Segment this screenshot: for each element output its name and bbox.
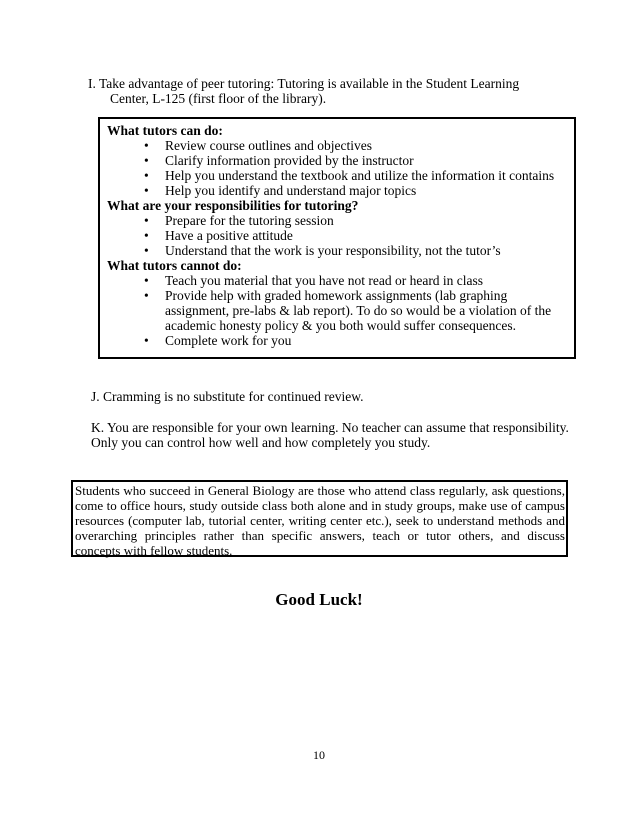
list-item — [107, 273, 568, 288]
list-item — [107, 168, 568, 183]
list-item-text: Teach you material that you have not read or heard in class — [165, 273, 484, 288]
list-item-text: Review course outlines and objectives — [165, 138, 372, 153]
list-item — [107, 213, 568, 228]
tutors-can-list — [107, 138, 568, 198]
list-item-text: Help you identify and understand major topics — [165, 183, 417, 198]
tutors-cannot-list — [107, 273, 568, 348]
list-item-text: Have a positive attitude — [165, 228, 293, 243]
bullet-icon: • — [144, 243, 149, 258]
good-luck-heading: Good Luck! — [275, 590, 363, 609]
bullet-icon: • — [144, 273, 149, 288]
list-item-text: Prepare for the tutoring session — [165, 213, 334, 228]
page-number: 10 — [313, 748, 325, 762]
bullet-icon: • — [144, 228, 149, 243]
list-item — [107, 153, 568, 168]
list-item — [107, 288, 568, 333]
bullet-icon: • — [144, 333, 149, 348]
list-item-text: Provide help with graded homework assignments (lab graphing assignment, pre-labs & lab report). To do so would be a violation of the academic honesty policy & you both would suffer consequences. — [165, 288, 552, 333]
tutors-cannot-heading: What tutors cannot do: — [107, 258, 242, 273]
list-item — [107, 228, 568, 243]
bullet-icon: • — [144, 138, 149, 153]
item-k-responsibility: K. You are responsible for your own learning. No teacher can assume that responsibility. Only you can control how well and how completely you study. — [91, 420, 569, 450]
bullet-icon: • — [144, 288, 149, 303]
item-i-line-1: I. Take advantage of peer tutoring: Tutoring is available in the Student Learning — [88, 76, 520, 91]
tutor-info-box — [98, 117, 576, 359]
list-item-text: Help you understand the textbook and utilize the information it contains — [165, 168, 555, 183]
item-i-line-2: Center, L-125 (first floor of the library). — [110, 91, 327, 106]
list-item — [107, 333, 568, 348]
bullet-icon: • — [144, 168, 149, 183]
list-item-text: Complete work for you — [165, 333, 292, 348]
list-item — [107, 138, 568, 153]
success-text: Students who succeed in General Biology are those who attend class regularly, ask questions, come to office hours, study outside class both alone and in study groups, make use of campus resources (computer lab, tutorial center, writing center etc.), seek to understand methods and overarching principles rather than specific answers, teach or tutor others, and discuss concepts with fellow students. — [75, 483, 565, 558]
responsibilities-list — [107, 213, 568, 258]
success-callout-box — [71, 480, 568, 557]
list-item-text: Clarify information provided by the instructor — [165, 153, 414, 168]
list-item — [107, 183, 568, 198]
list-item-text: Understand that the work is your responsibility, not the tutor’s — [165, 243, 501, 258]
list-item — [107, 243, 568, 258]
tutors-can-heading: What tutors can do: — [107, 123, 223, 138]
item-i-peer-tutoring — [88, 76, 568, 106]
bullet-icon: • — [144, 213, 149, 228]
responsibilities-heading: What are your responsibilities for tutoring? — [107, 198, 359, 213]
bullet-icon: • — [144, 183, 149, 198]
item-j-cramming: J. Cramming is no substitute for continued review. — [91, 389, 364, 404]
bullet-icon: • — [144, 153, 149, 168]
